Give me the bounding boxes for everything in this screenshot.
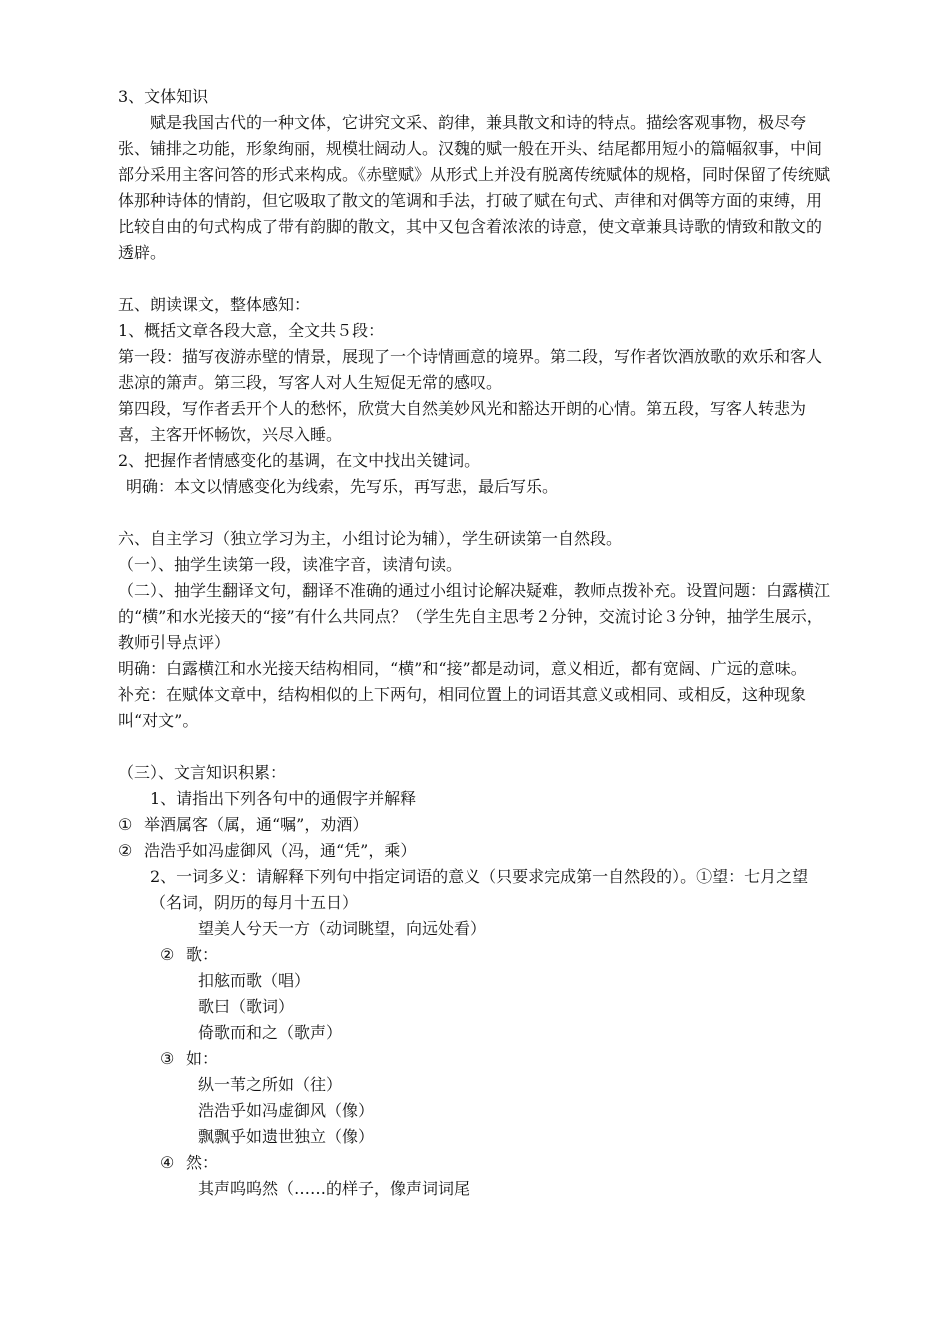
example-line: 飘飘乎如遗世独立（像） [198,1127,375,1146]
word-label: 然： [186,1153,219,1172]
item-number: ② [118,841,133,860]
example-line: 其声呜呜然（……的样子，像声词词尾 [198,1179,471,1198]
paragraph-summary-2: 第四段，写作者丢开个人的愁怀，欣赏大自然美妙风光和豁达开朗的心情。第五段，写客人转悲为喜，主客开怀畅饮，兴尽入睡。 [118,399,807,444]
item-number: ① [118,815,133,834]
example-line: 歌曰（歌词） [198,997,295,1016]
paragraph-summary-1: 第一段：描写夜游赤壁的情景，展现了一个诗情画意的境界。第二段，写作者饮酒放歌的欢乐和客人悲凉的箫声。第三段，写客人对人生短促无常的感叹。 [118,347,823,392]
selfstudy-supplement: 补充：在赋体文章中，结构相似的上下两句，相同位置上的词语其意义或相同、或相反，这种现象叫“对文”。 [118,685,807,730]
selfstudy-answer: 明确：白露横江和水光接天结构相同，“横”和“接”都是动词，意义相近，都有宽阔、广远的意味。 [118,659,807,678]
spacer [118,266,834,292]
word-group-heading [118,942,834,968]
word-group-heading [118,1150,834,1176]
item-text: 举酒属客（属，通“嘱”，劝酒） [144,815,369,834]
spacer [118,500,834,526]
example-line: 扣舷而歌（唱） [198,971,311,990]
example-line: 纵一苇之所如（往） [198,1075,343,1094]
spacer [118,734,834,760]
list-item [118,838,834,864]
example-line: 浩浩乎如冯虚御风（像） [198,1101,375,1120]
word-label: 歌： [186,945,219,964]
section-heading-genre: 3、文体知识 [118,87,209,106]
item-text: 浩浩乎如冯虚御风（冯，通“凭”，乘） [144,841,417,860]
genre-paragraph: 赋是我国古代的一种文体，它讲究文采、韵律，兼具散文和诗的特点。描绘客观事物，极尽夸张、铺排之功能，形象绚丽，规模壮阔动人。汉魏的赋一般在开头、结尾都用短小的篇幅叙事，中间部分采用主客问答的形式来构成。《赤壁赋》从形式上并没有脱离传统赋体的规格，同时保留了传统赋体那种诗体的情韵，但它吸取了散文的笔调和手法，打破了赋在句式、声律和对偶等方面的束缚，用比较自由的句式构成了带有韵脚的散文，其中又包含着浓浓的诗意，使文章兼具诗歌的情致和散文的透辟。 [118,113,831,262]
classical-question-2: 2、一词多义：请解释下列句中指定词语的意义（只要求完成第一自然段的）。①望：七月之望（名词，阴历的每月十五日） [150,867,809,912]
document-body [118,84,834,1202]
section-heading-classical: （三）、文言知识积累： [118,763,287,782]
section-heading-selfstudy: 六、自主学习（独立学习为主，小组讨论为辅），学生研读第一自然段。 [118,529,623,548]
word-label: 如： [186,1049,219,1068]
example-line: 倚歌而和之（歌声） [198,1023,343,1042]
reading-item-1: 1、概括文章各段大意，全文共５段： [118,321,385,340]
example-line: 望美人兮天一方（动词眺望，向远处看） [198,919,487,938]
reading-answer: 明确：本文以情感变化为线索，先写乐，再写悲，最后写乐。 [126,477,559,496]
word-group-heading [118,1046,834,1072]
reading-item-2: 2、把握作者情感变化的基调，在文中找出关键词。 [118,451,481,470]
item-number: ④ [160,1153,175,1172]
list-item [118,812,834,838]
section-heading-reading: 五、朗读课文，整体感知： [118,295,311,314]
selfstudy-part-1: （一）、抽学生读第一段，读准字音，读清句读。 [118,555,463,574]
classical-question-1: 1、请指出下列各句中的通假字并解释 [150,789,417,808]
item-number: ③ [160,1049,175,1068]
selfstudy-part-2: （二）、抽学生翻译文句，翻译不准确的通过小组讨论解决疑难，教师点拨补充。设置问题：白露横江的“横”和水光接天的“接”有什么共同点？（学生先自主思考２分钟，交流讨论３分钟，抽学生展示，教师引导点评） [118,581,831,652]
item-number: ② [160,945,175,964]
